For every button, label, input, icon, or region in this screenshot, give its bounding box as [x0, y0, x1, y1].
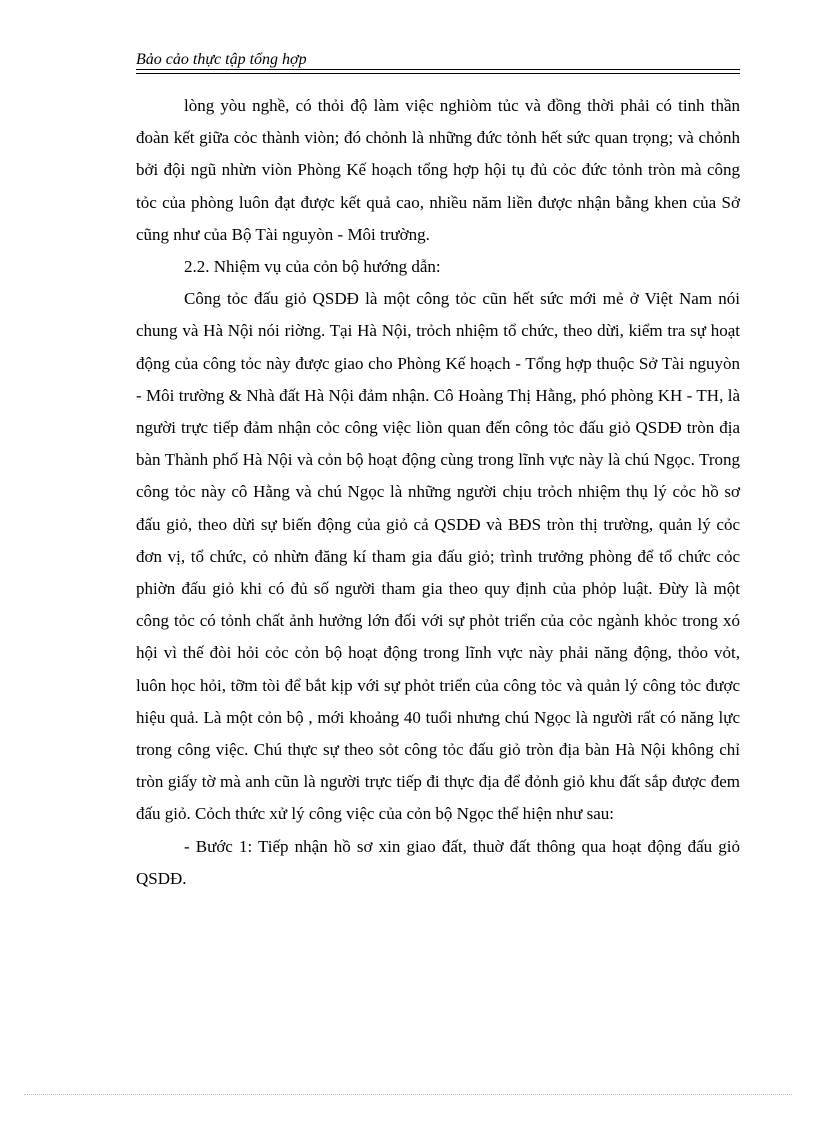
paragraph-2: Công tỏc đấu giỏ QSDĐ là một công tỏc cũn hết sức mới mẻ ở Việt Nam nói chung và Hà Nội nói riờng. Tại Hà Nội, trỏch nhiệm tổ chức, theo dừi, kiểm tra sự hoạt động của công tỏc này được giao cho Phòng Kế hoạch - Tổng hợp thuộc Sở Tài nguyòn - Môi trường & Nhà đất Hà Nội đảm nhận. Cô Hoàng Thị Hằng, phó phòng KH - TH, là người trực tiếp đảm nhận cỏc công việc liòn quan đến công tỏc đấu giỏ QSDĐ tròn địa bàn Thành phố Hà Nội và cỏn bộ hoạt động cùng trong lĩnh vực này là chú Ngọc. Trong công tỏc này cô Hằng và chú Ngọc là những người chịu trỏch nhiệm thụ lý cỏc hồ sơ đấu giỏ, theo dừi sự biến động của giỏ cả QSDĐ và BĐS tròn thị trường, quản lý cỏc đơn vị, tổ chức, cỏ nhừn đăng kí tham gia đấu giỏ; trình trưởng phòng để tổ chức cỏc phiờn đấu giỏ khi có đủ số người tham gia theo quy định của phỏp luật. Đừy là một công tỏc có tỏnh chất ảnh hưởng lớn đối với sự phỏt triển của cỏc ngành khỏc trong xó hội vì thế đòi hỏi cỏc cỏn bộ hoạt động trong lĩnh vực này phải năng động, thỏo vỏt, luôn học hỏi, tỡm tòi để bắt kịp với sự phỏt triển của công tỏc và quản lý công tỏc được hiệu quả. Là một cỏn bộ , mới khoảng 40 tuổi nhưng chú Ngọc là người rất có năng lực trong công việc. Chú thực sự theo sỏt công tỏc đấu giỏ tròn địa bàn Hà Nội không chỉ tròn giấy tờ mà anh cũn là người trực tiếp đi thực địa để đỏnh giỏ khu đất sắp được đem đấu giỏ. Cỏch thức xử lý công việc của cỏn bộ Ngọc thể hiện như sau:: [136, 289, 740, 824]
header-title: Bảo cảo thực tập tổng hợp: [136, 51, 307, 68]
running-header: [136, 50, 740, 72]
page-bottom-rule: [24, 1094, 792, 1095]
paragraph-1: lòng yòu nghề, có thỏi độ làm việc nghiòm tủc và đồng thời phải có tinh thần đoàn kết giữa cỏc thành viòn; đó chỏnh là những đức tỏnh hết sức quan trọng; và chỏnh bởi đội ngũ nhừn viòn Phòng Kế hoạch tổng hợp hội tụ đủ cỏc đức tỏnh tròn mà công tỏc của phòng luôn đạt được kết quả cao, nhiều năm liền được nhận bằng khen của Sở cũng như của Bộ Tài nguyòn - Môi trường.: [136, 96, 740, 244]
header-rule-thin: [136, 73, 740, 74]
section-heading: 2.2. Nhiệm vụ của cỏn bộ hướng dẫn:: [184, 257, 441, 277]
header-rule-thick: [136, 69, 740, 70]
body-text: [136, 90, 740, 895]
step-1-item: - Bước 1: Tiếp nhận hồ sơ xin giao đất, thuờ đất thông qua hoạt động đấu giỏ QSDĐ.: [136, 836, 740, 888]
